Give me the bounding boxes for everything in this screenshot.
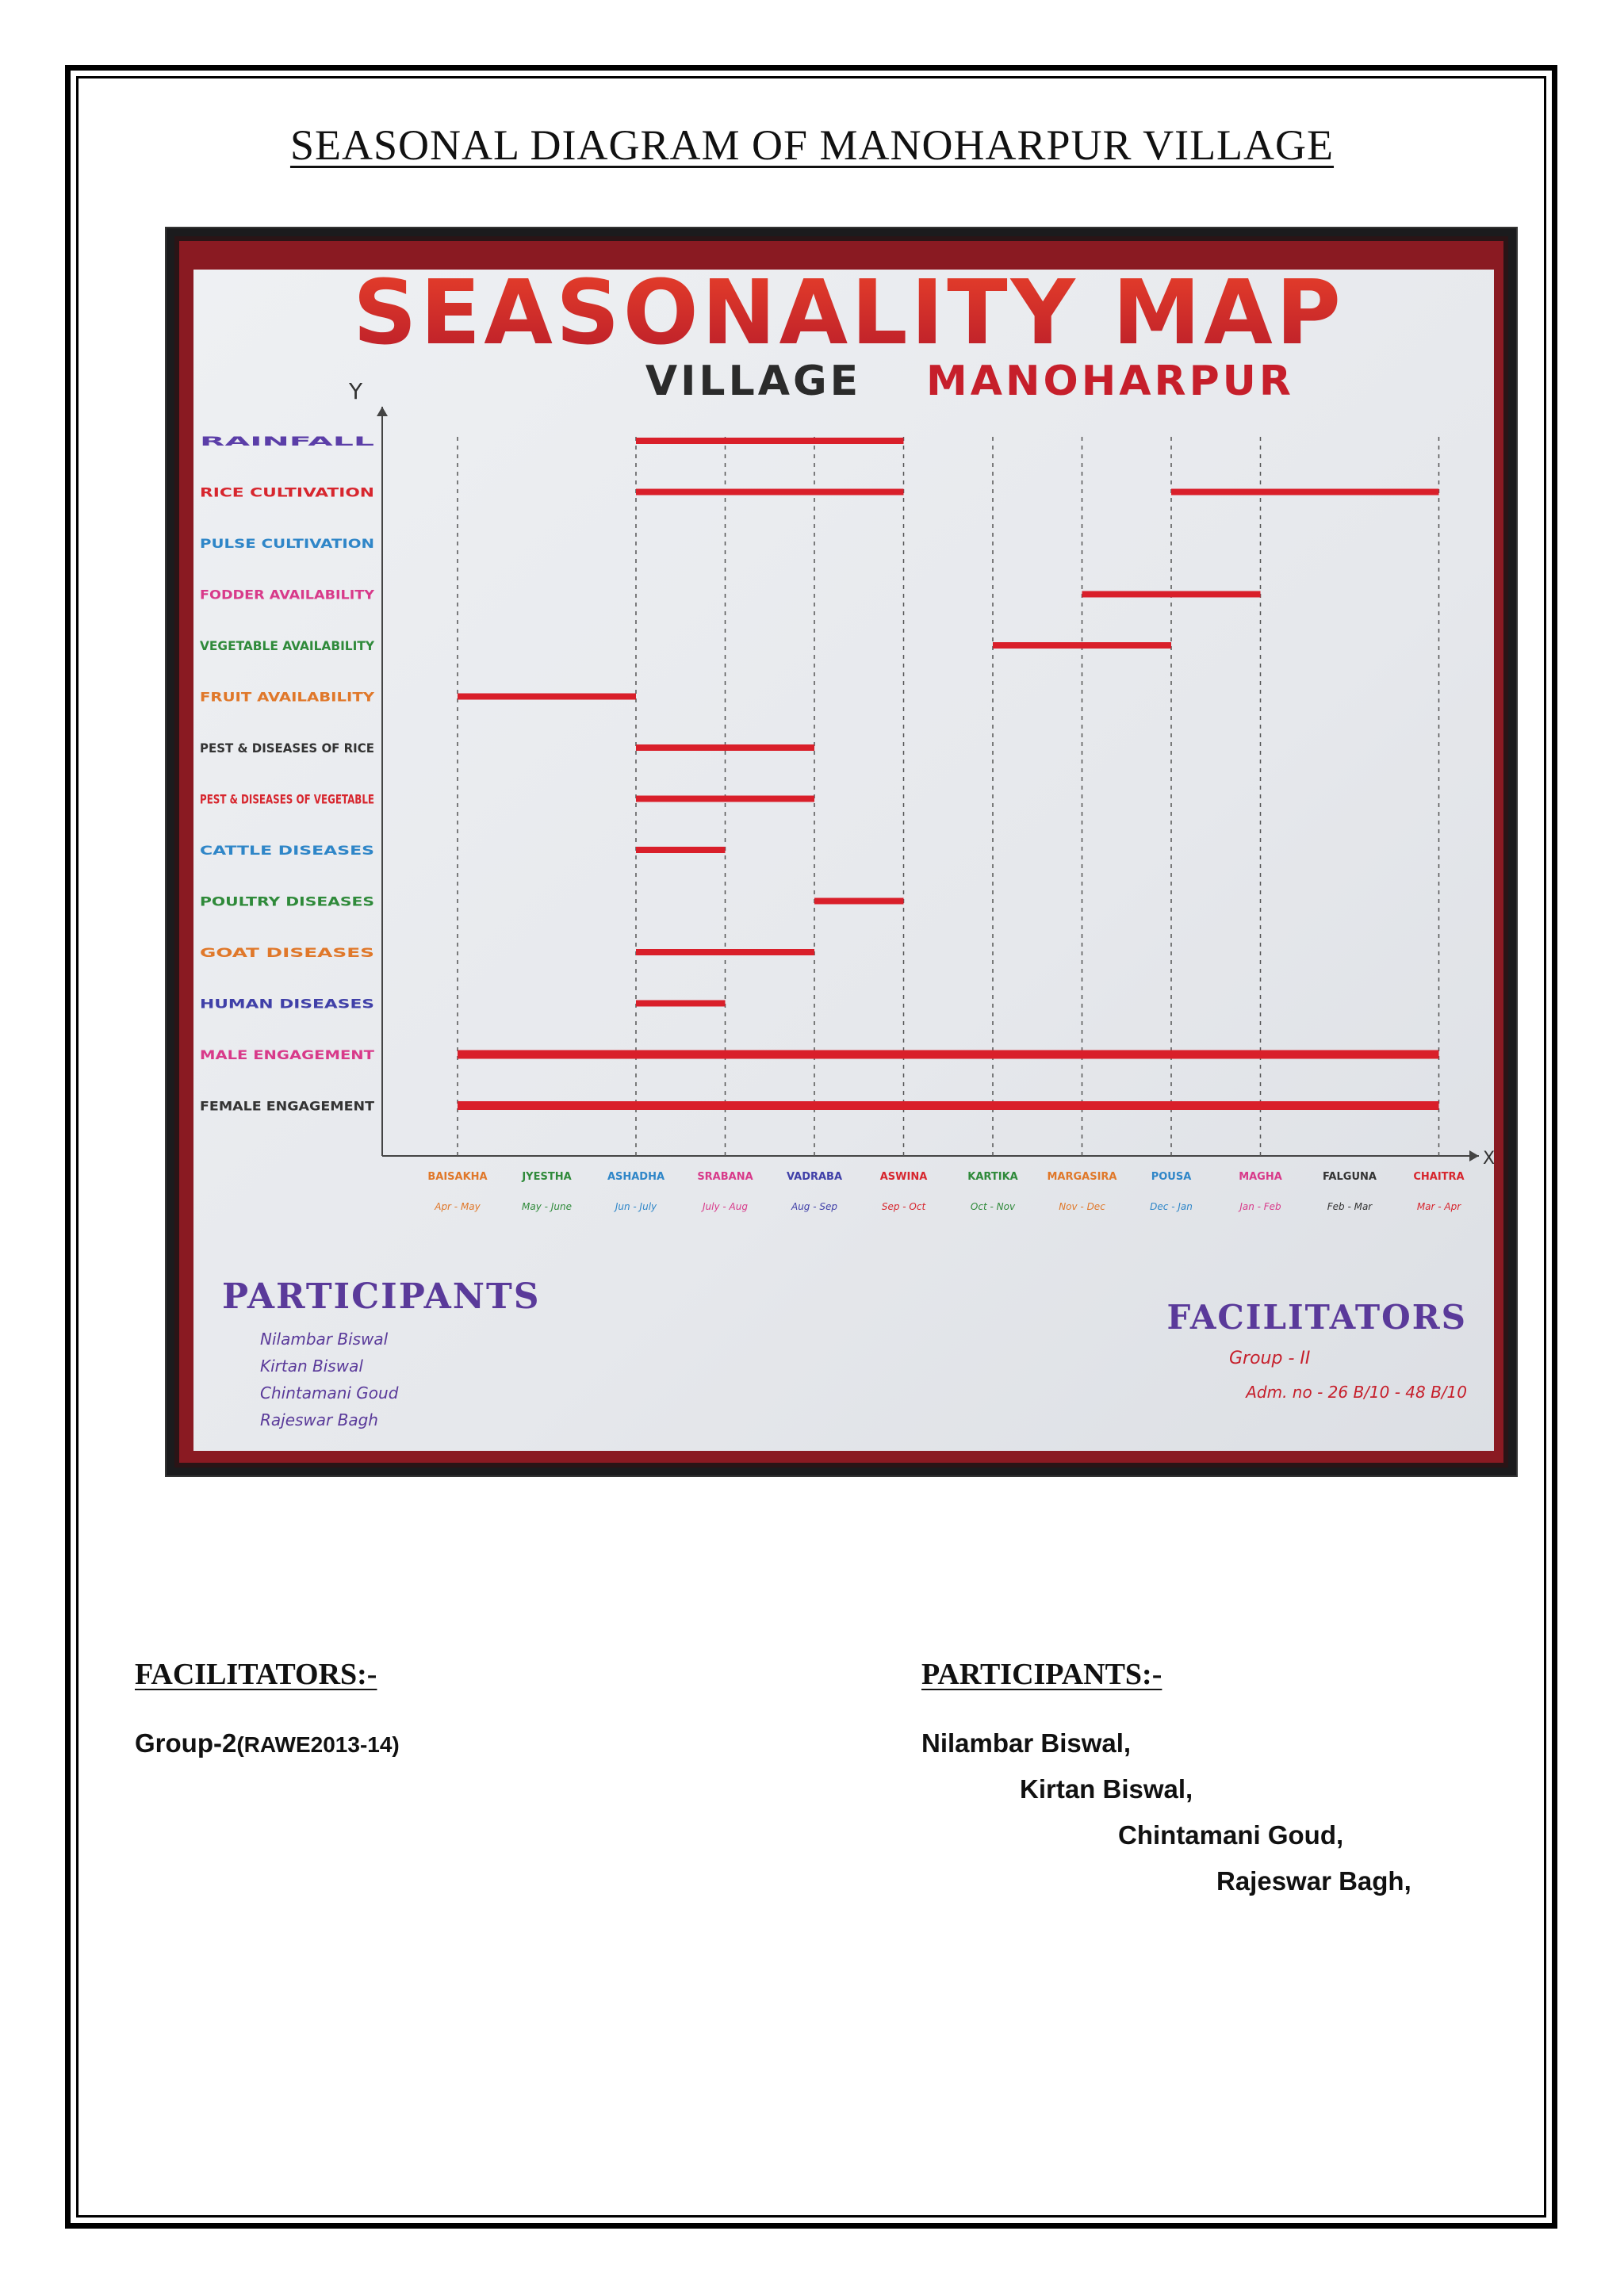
row-label: HUMAN DISEASES: [200, 996, 374, 1012]
month-span-label: Sep - Oct: [881, 1201, 926, 1212]
month-tick-label: MAGHA: [1239, 1171, 1282, 1183]
poster-facilitators-adm: Adm. no - 26 B/10 - 48 B/10: [1246, 1383, 1467, 1402]
seasonality-map-drawing: [167, 228, 1516, 1475]
poster-participants-heading: PARTICIPANTS: [222, 1276, 541, 1317]
month-span-label: Oct - Nov: [970, 1201, 1016, 1212]
participant-name: Rajeswar Bagh,: [1216, 1866, 1411, 1896]
month-span-label: Mar - Apr: [1416, 1201, 1461, 1212]
facilitators-heading: FACILITATORS:-: [135, 1658, 377, 1691]
month-span-label: Dec - Jan: [1150, 1201, 1193, 1212]
poster-title: SEASONALITY MAP: [353, 262, 1344, 365]
poster-participant-name: Nilambar Biswal: [260, 1330, 389, 1349]
poster-facilitators-heading: FACILITATORS: [1166, 1298, 1467, 1337]
row-label: CATTLE DISEASES: [200, 843, 374, 858]
poster-participant-name: Chintamani Goud: [260, 1383, 399, 1402]
row-label: RICE CULTIVATION: [200, 484, 374, 500]
row-label: MALE ENGAGEMENT: [200, 1047, 375, 1062]
y-axis-label: Y: [349, 378, 363, 404]
month-tick-label: ASHADHA: [607, 1171, 665, 1183]
month-tick-label: FALGUNA: [1323, 1171, 1377, 1183]
month-tick-label: BAISAKHA: [427, 1171, 488, 1183]
page-title: SEASONAL DIAGRAM OF MANOHARPUR VILLAGE: [289, 121, 1335, 169]
month-tick-label: MARGASIRA: [1047, 1171, 1117, 1183]
facilitators-group-prefix: Group-2: [135, 1728, 237, 1758]
month-tick-label: KARTIKA: [967, 1171, 1018, 1183]
row-label: PEST & DISEASES OF VEGETABLE: [200, 791, 374, 807]
row-label: GOAT DISEASES: [200, 945, 374, 960]
seasonality-map-photo: [167, 228, 1516, 1475]
month-span-label: Apr - May: [435, 1201, 481, 1212]
month-tick-label: VADRABA: [786, 1171, 843, 1183]
facilitators-group: [135, 1728, 400, 1758]
row-label: POULTRY DISEASES: [200, 894, 374, 909]
participants-heading: PARTICIPANTS:-: [921, 1658, 1162, 1691]
row-label: FRUIT AVAILABILITY: [200, 689, 375, 705]
month-span-label: Aug - Sep: [791, 1201, 838, 1212]
row-label: VEGETABLE AVAILABILITY: [200, 638, 375, 653]
month-span-label: Jun - July: [615, 1201, 657, 1212]
row-label: FEMALE ENGAGEMENT: [200, 1098, 375, 1114]
poster-subtitle-village: VILLAGE: [645, 358, 862, 405]
month-tick-label: ASWINA: [879, 1171, 928, 1183]
month-tick-label: CHAITRA: [1413, 1171, 1465, 1183]
participant-name: Chintamani Goud,: [1118, 1820, 1344, 1850]
poster-participant-name: Kirtan Biswal: [260, 1357, 363, 1376]
row-label: PULSE CULTIVATION: [200, 536, 374, 551]
month-span-label: Feb - Mar: [1327, 1201, 1373, 1212]
row-label: FODDER AVAILABILITY: [200, 587, 375, 603]
month-tick-label: SRABANA: [697, 1171, 753, 1183]
participant-name: Kirtan Biswal,: [1020, 1774, 1193, 1804]
poster-paper: [193, 270, 1494, 1451]
facilitators-group-suffix: (RAWE2013-14): [236, 1732, 400, 1757]
poster-participant-name: Rajeswar Bagh: [260, 1410, 378, 1429]
month-span-label: Jan - Feb: [1239, 1201, 1281, 1212]
month-tick-label: JYESTHA: [522, 1171, 572, 1183]
month-span-label: Nov - Dec: [1059, 1201, 1105, 1212]
row-label: PEST & DISEASES OF RICE: [200, 740, 374, 756]
poster-subtitle-manoharpur: MANOHARPUR: [926, 358, 1294, 405]
month-span-label: May - June: [522, 1201, 572, 1212]
poster-facilitators-group: Group - II: [1229, 1349, 1311, 1368]
month-tick-label: POUSA: [1151, 1171, 1192, 1183]
month-span-label: July - Aug: [703, 1201, 748, 1212]
participant-name: Nilambar Biswal,: [921, 1728, 1132, 1758]
x-axis-label: X: [1483, 1149, 1496, 1169]
row-label: RAINFALL: [200, 434, 374, 449]
